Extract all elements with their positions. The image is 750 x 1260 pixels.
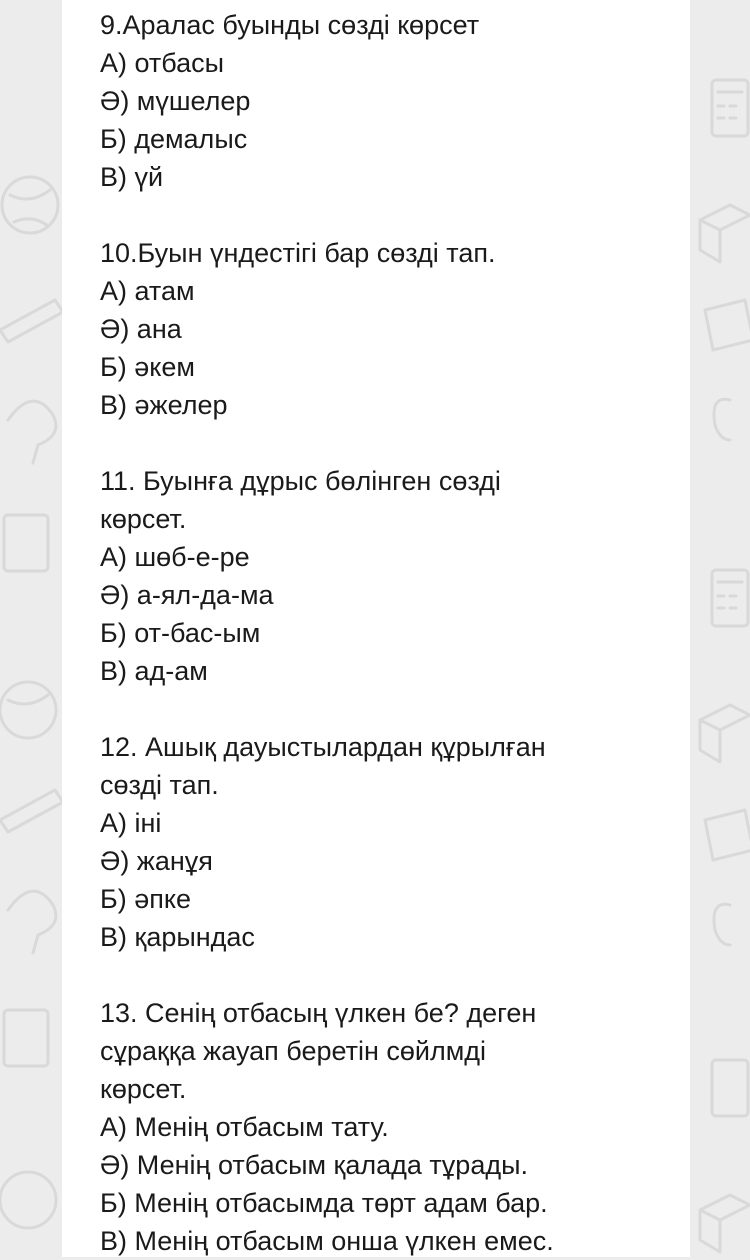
pencil-icon: [0, 790, 63, 832]
globe-icon: [0, 1172, 56, 1228]
answer-option: Б) әкем: [100, 352, 195, 382]
globe-icon: [0, 682, 56, 738]
book-icon: [4, 515, 48, 571]
calculator-icon: [712, 80, 748, 136]
question-title-line: көрсет.: [100, 1074, 187, 1104]
answer-option: Б) от-бас-ым: [100, 618, 261, 648]
answer-option: Ә) ана: [100, 314, 182, 344]
box-icon: [700, 205, 750, 262]
answer-option: Б) Менің отбасымда төрт адам бар.: [100, 1188, 548, 1218]
answer-option: В) Менің отбасым онша үлкен емес.: [100, 1226, 554, 1256]
pencil-icon: [0, 300, 63, 342]
question-title: 10.Буын үндестігі бар сөзді тап.: [100, 238, 496, 268]
question-title: 9.Аралас буынды сөзді көрсет: [100, 10, 480, 40]
question-title-line: көрсет.: [100, 504, 187, 534]
question-title-line: сөзді тап.: [100, 770, 219, 800]
question-icon: [8, 891, 56, 953]
bulb-icon: [714, 399, 730, 440]
question-title-line: 11. Буынға дұрыс бөлінген сөзді: [100, 466, 501, 496]
question-13: [100, 994, 680, 1260]
question-title-line: сұраққа жауап беретін сөйлмді: [100, 1036, 487, 1066]
answer-option: Ә) Менің отбасым қалада тұрады.: [100, 1150, 528, 1180]
bulb-icon: [714, 904, 730, 945]
book-icon: [4, 1010, 48, 1066]
notebook-icon: [705, 810, 750, 860]
answer-option: А) іні: [100, 808, 162, 838]
question-icon: [8, 401, 56, 463]
box-icon: [700, 1195, 750, 1252]
answer-option: А) Менің отбасым тату.: [100, 1112, 389, 1142]
globe-icon: [2, 177, 58, 233]
answer-option: В) ад-ам: [100, 656, 208, 686]
quiz-text: [100, 6, 680, 1260]
question-9: [100, 6, 680, 196]
box-icon: [700, 705, 750, 762]
answer-option: Б) әпке: [100, 884, 191, 914]
question-10: [100, 234, 680, 424]
notebook-icon: [705, 300, 750, 350]
question-11: [100, 462, 680, 690]
answer-option: А) атам: [100, 276, 195, 306]
answer-option: А) шөб-е-ре: [100, 542, 250, 572]
question-title-line: 13. Сенің отбасың үлкен бе? деген: [100, 998, 537, 1028]
answer-option: Ә) мүшелер: [100, 86, 251, 116]
answer-option: В) үй: [100, 162, 164, 192]
answer-option: В) қарындас: [100, 922, 255, 952]
answer-option: А) отбасы: [100, 48, 225, 78]
calculator-icon: [712, 570, 748, 626]
answer-option: В) әжелер: [100, 390, 228, 420]
calculator-icon: [712, 1060, 748, 1116]
answer-option: Б) демалыс: [100, 124, 248, 154]
answer-option: Ә) а-ял-да-ма: [100, 580, 274, 610]
question-12: [100, 728, 680, 956]
question-title-line: 12. Ашық дауыстылардан құрылған: [100, 732, 546, 762]
answer-option: Ә) жанұя: [100, 846, 213, 876]
